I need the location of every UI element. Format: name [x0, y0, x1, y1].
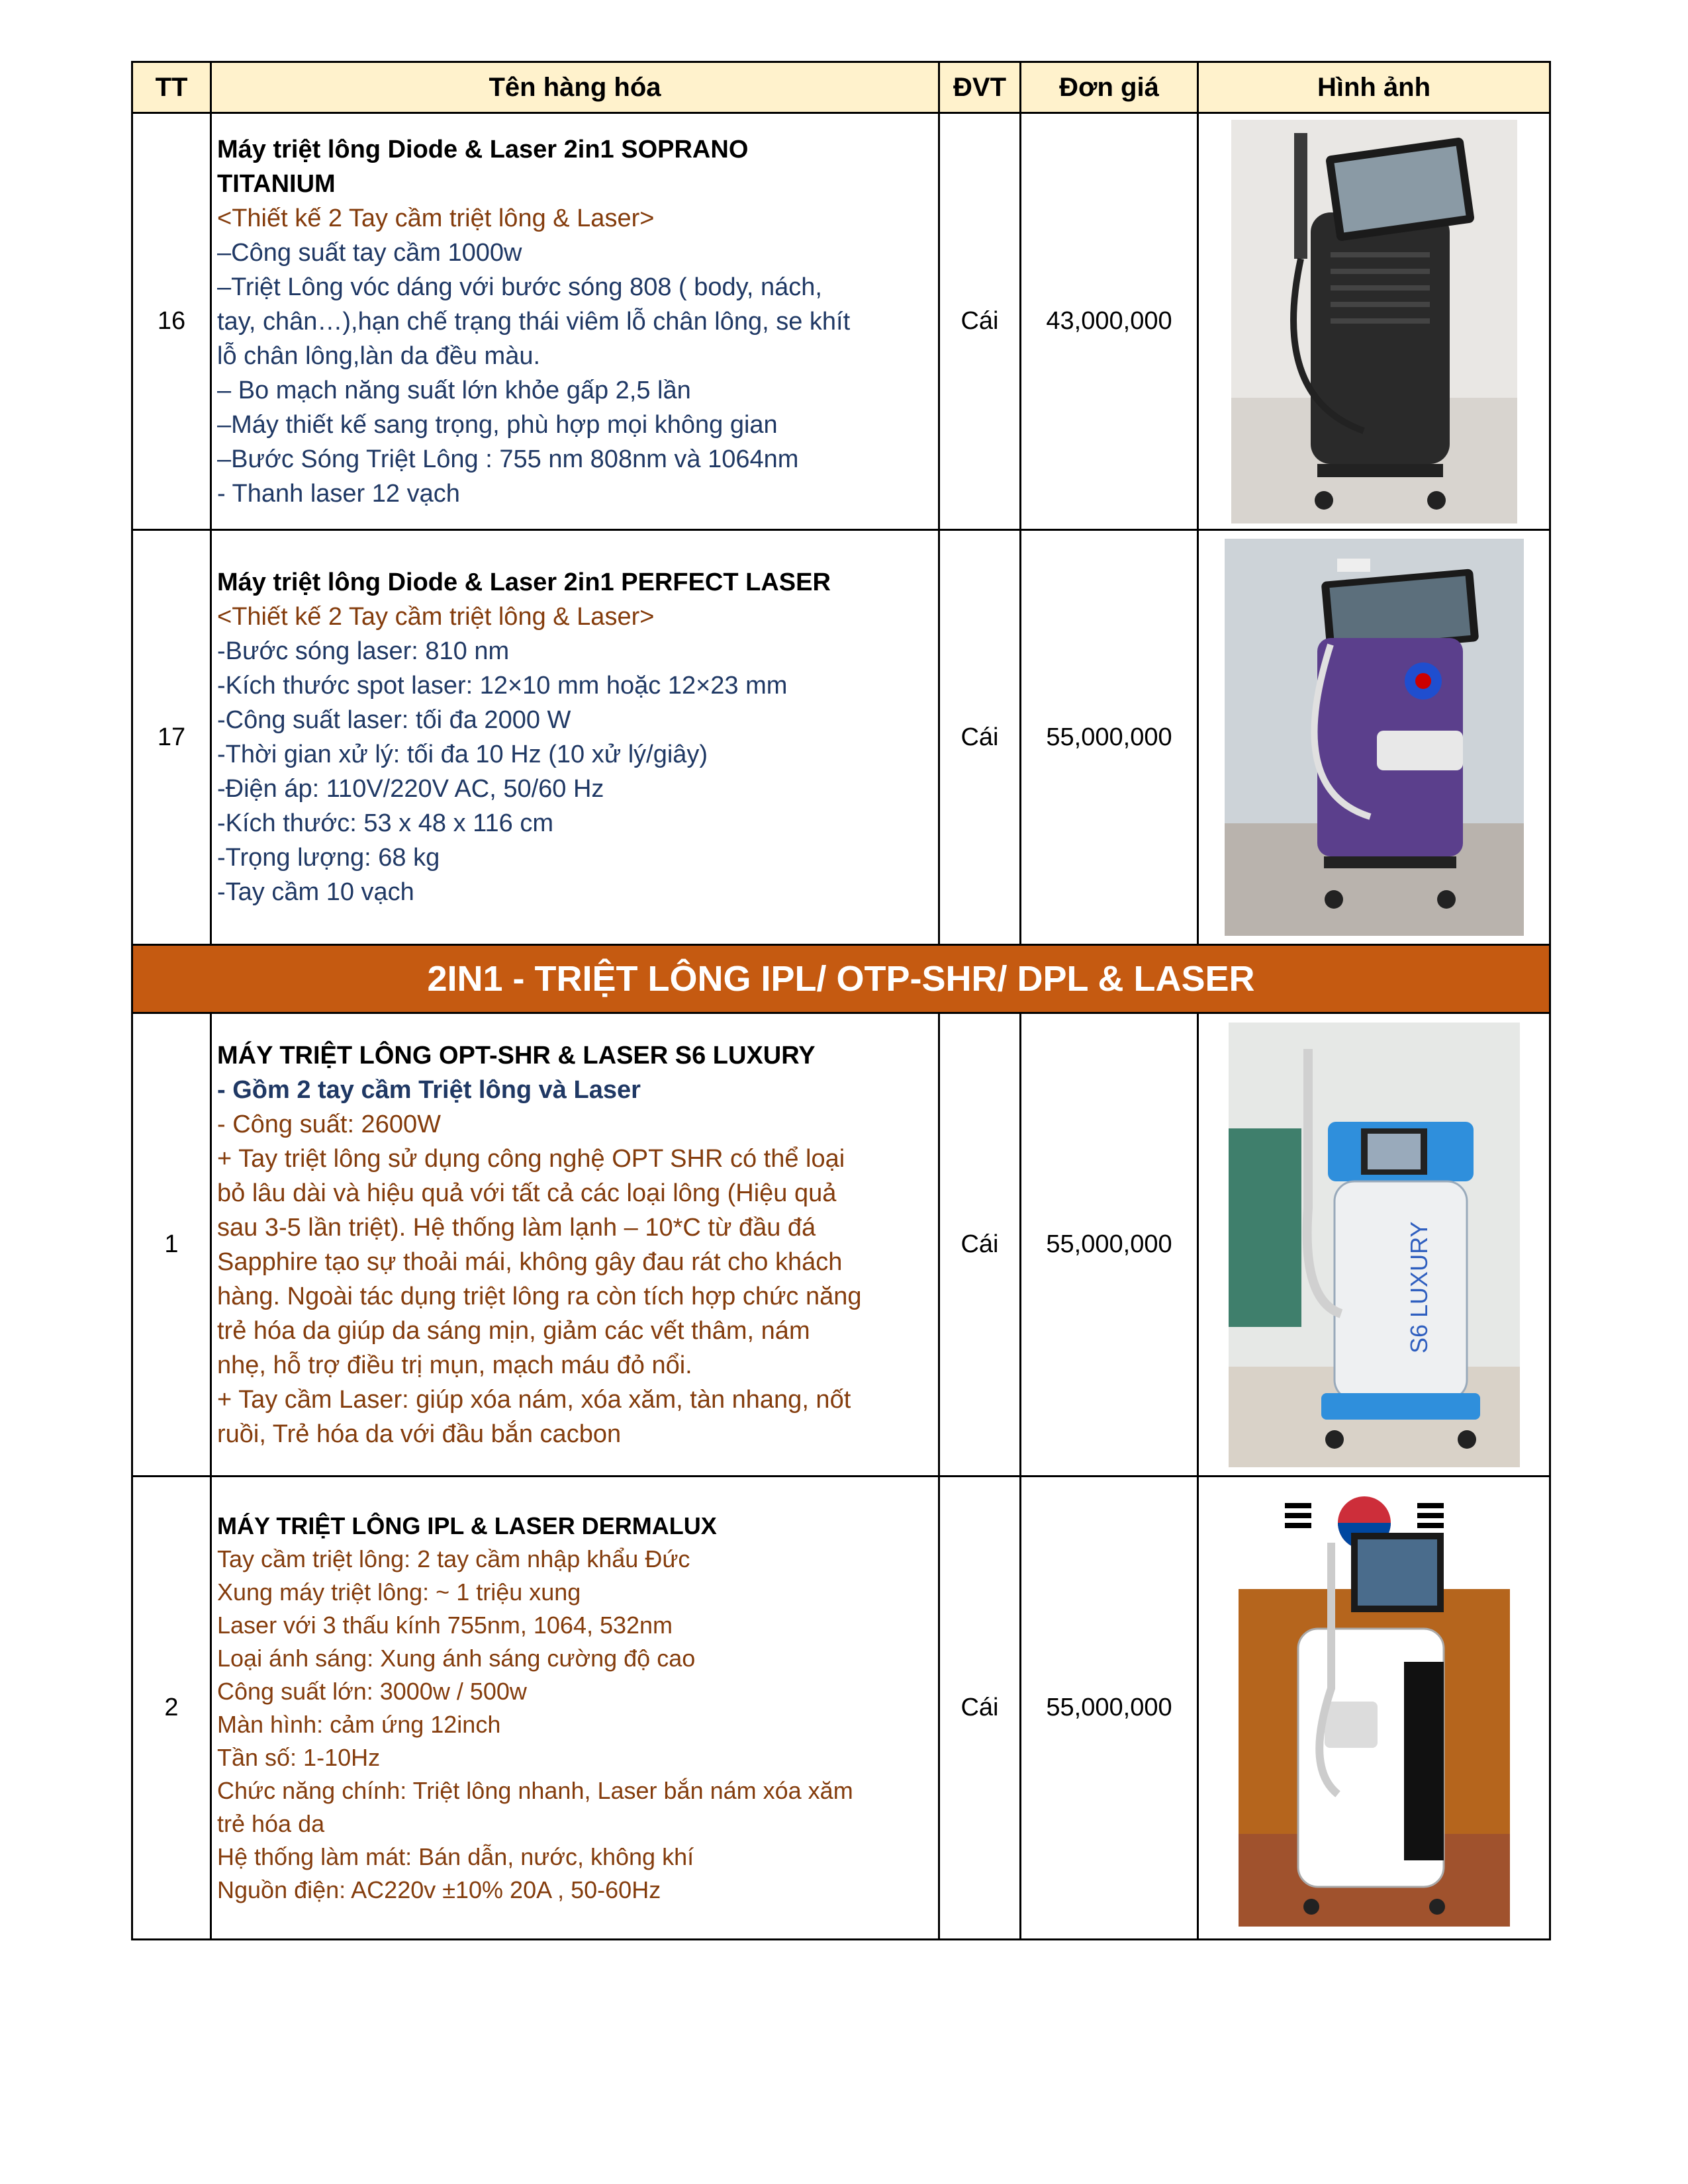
spec-line: lỗ chân lông,làn da đều màu. [217, 341, 541, 370]
product-description [211, 530, 939, 945]
spec-line: Xung máy triệt lông: ~ 1 triệu xung [217, 1578, 581, 1606]
product-image-cell [1198, 1477, 1550, 1940]
row-number: 17 [132, 530, 211, 945]
table-row [132, 530, 1550, 945]
row-number: 16 [132, 113, 211, 530]
spec-line: trẻ hóa da [217, 1809, 325, 1837]
product-image-cell [1198, 1013, 1550, 1477]
spec-line: bỏ lâu dài và hiệu quả với tất cả các loại lông (Hiệu quả [217, 1179, 837, 1207]
spec-line: -Điện áp: 110V/220V AC, 50/60 Hz [217, 775, 604, 803]
table-row [132, 1013, 1550, 1477]
spec-line: -Kích thước: 53 x 48 x 116 cm [217, 809, 553, 837]
spec-line: Tần số: 1-10Hz [217, 1743, 381, 1771]
spec-line: tay, chân…),hạn chế trạng thái viêm lỗ chân lông, se khít [217, 307, 851, 336]
price-table [131, 61, 1551, 1940]
product-photo [1239, 1490, 1510, 1927]
price-cell: 43,000,000 [1021, 113, 1198, 530]
header-image: Hình ảnh [1198, 62, 1550, 113]
spec-line: Công suất lớn: 3000w / 500w [217, 1677, 527, 1705]
spec-line: Loại ánh sáng: Xung ánh sáng cường độ cao [217, 1644, 696, 1672]
header-tt: TT [132, 62, 211, 113]
product-description [211, 1477, 939, 1940]
product-photo [1229, 1023, 1520, 1467]
unit-cell: Cái [939, 1013, 1021, 1477]
spec-line: Chức năng chính: Triệt lông nhanh, Laser bắn nám xóa xăm [217, 1776, 853, 1804]
spec-line: – Bo mạch năng suất lớn khỏe gấp 2,5 lần [217, 376, 691, 404]
spec-line: –Bước Sóng Triệt Lông : 755 nm 808nm và 1064nm [217, 445, 799, 473]
product-image-cell [1198, 530, 1550, 945]
spec-line: - Công suất: 2600W [217, 1110, 441, 1138]
unit-cell: Cái [939, 1477, 1021, 1940]
spec-line: Sapphire tạo sự thoải mái, không gây đau rát cho khách [217, 1248, 843, 1276]
spec-line: Hệ thống làm mát: Bán dẫn, nước, không khí [217, 1843, 694, 1870]
product-photo [1231, 120, 1517, 523]
spec-line: –Công suất tay cầm 1000w [217, 238, 522, 267]
spec-line: –Triệt Lông vóc dáng với bước sóng 808 ( body, nách, [217, 273, 822, 301]
spec-line: nhẹ, hỗ trợ điều trị mụn, mạch máu đỏ nổi. [217, 1351, 692, 1379]
row-number: 2 [132, 1477, 211, 1940]
spec-line: - Thanh laser 12 vạch [217, 479, 460, 508]
product-subtitle: - Gồm 2 tay cầm Triệt lông và Laser [217, 1075, 641, 1104]
section-header-row [132, 945, 1550, 1013]
product-photo-label: S6 LUXURY [1405, 1221, 1432, 1353]
price-cell: 55,000,000 [1021, 1477, 1198, 1940]
header-unit: ĐVT [939, 62, 1021, 113]
spec-line: –Máy thiết kế sang trọng, phù hợp mọi không gian [217, 410, 778, 439]
product-title: MÁY TRIỆT LÔNG OPT-SHR & LASER S6 LUXURY [217, 1041, 816, 1069]
table-header-row [132, 62, 1550, 113]
spec-line: hàng. Ngoài tác dụng triệt lông ra còn tích hợp chức năng [217, 1282, 862, 1310]
spec-line: Laser với 3 thấu kính 755nm, 1064, 532nm [217, 1611, 673, 1639]
section-title: 2IN1 - TRIỆT LÔNG IPL/ OTP-SHR/ DPL & LASER [132, 945, 1550, 1013]
product-title: Máy triệt lông Diode & Laser 2in1 PERFECT LASER [217, 569, 831, 596]
table-row [132, 113, 1550, 530]
spec-line: -Công suất laser: tối đa 2000 W [217, 706, 571, 734]
spec-line: + Tay triệt lông sử dụng công nghệ OPT SHR có thể loại [217, 1144, 845, 1173]
spec-line: Tay cầm triệt lông: 2 tay cầm nhập khẩu Đức [217, 1545, 690, 1572]
header-price: Đơn giá [1021, 62, 1198, 113]
spec-line: -Trọng lượng: 68 kg [217, 844, 440, 872]
row-number: 1 [132, 1013, 211, 1477]
unit-cell: Cái [939, 530, 1021, 945]
spec-line: + Tay cầm Laser: giúp xóa nám, xóa xăm, tàn nhang, nốt [217, 1385, 851, 1414]
product-image-cell [1198, 113, 1550, 530]
spec-line: -Tay cầm 10 vạch [217, 878, 414, 906]
price-cell: 55,000,000 [1021, 1013, 1198, 1477]
header-name: Tên hàng hóa [211, 62, 939, 113]
spec-line: -Bước sóng laser: 810 nm [217, 637, 510, 665]
spec-line: Màn hình: cảm ứng 12inch [217, 1710, 501, 1738]
product-title: Máy triệt lông Diode & Laser 2in1 SOPRANO TITANIUM [217, 135, 749, 198]
price-cell: 55,000,000 [1021, 530, 1198, 945]
product-description [211, 1013, 939, 1477]
spec-line: -Kích thước spot laser: 12×10 mm hoặc 12×23 mm [217, 672, 788, 700]
product-description [211, 113, 939, 530]
table-row [132, 1477, 1550, 1940]
unit-cell: Cái [939, 113, 1021, 530]
product-title: MÁY TRIỆT LÔNG IPL & LASER DERMALUX [217, 1512, 717, 1539]
product-photo [1225, 539, 1524, 936]
spec-line: sau 3-5 lần triệt). Hệ thống làm lạnh – 10*C từ đầu đá [217, 1213, 816, 1242]
spec-line: ruồi, Trẻ hóa da với đầu bắn cacbon [217, 1420, 622, 1448]
design-note: <Thiết kế 2 Tay cầm triệt lông & Laser> [217, 603, 655, 631]
spec-line: trẻ hóa da giúp da sáng mịn, giảm các vết thâm, nám [217, 1316, 810, 1345]
spec-line: -Thời gian xử lý: tối đa 10 Hz (10 xử lý/giây) [217, 741, 708, 768]
spec-line: Nguồn điện: AC220v ±10% 20A , 50-60Hz [217, 1876, 661, 1903]
design-note: <Thiết kế 2 Tay cầm triệt lông & Laser> [217, 204, 655, 232]
